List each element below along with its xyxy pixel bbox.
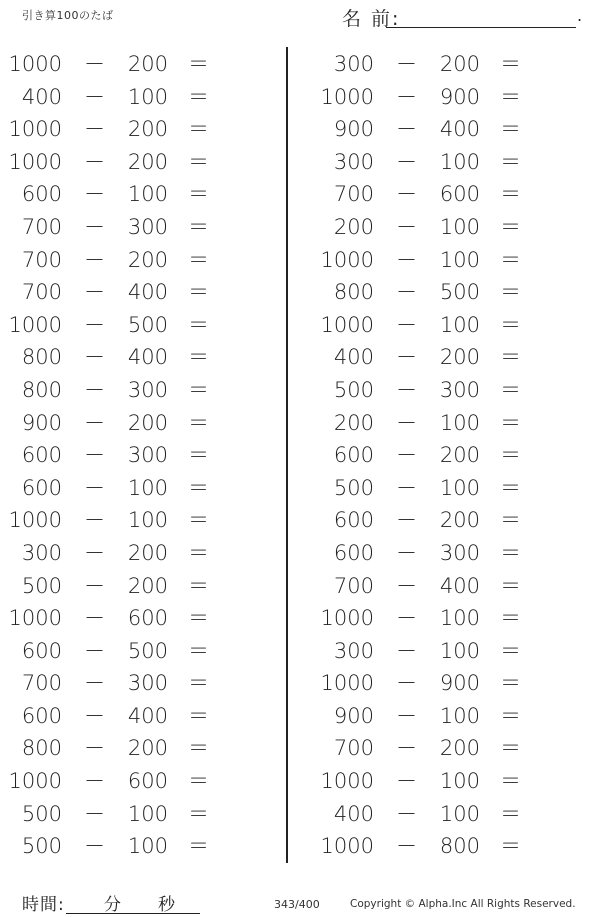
left-problem-column	[0, 48, 280, 863]
subtrahend: 200	[127, 117, 168, 142]
problem-row	[312, 830, 592, 863]
subtrahend: 200	[127, 410, 168, 435]
problem-row	[312, 765, 592, 798]
minuend: 1000	[8, 149, 62, 174]
minus-sign: －	[396, 475, 417, 500]
problem-row	[0, 178, 280, 211]
subtrahend: 300	[127, 377, 168, 402]
problem-row	[0, 635, 280, 668]
subtrahend: 400	[127, 280, 168, 305]
problem-row	[0, 439, 280, 472]
minuend: 800	[21, 377, 62, 402]
equals-sign: ＝	[500, 834, 521, 859]
name-label: 名 前:	[342, 8, 401, 30]
minuend: 600	[333, 508, 374, 533]
minuend: 800	[333, 280, 374, 305]
minuend: 1000	[8, 508, 62, 533]
minuend: 600	[333, 443, 374, 468]
problem-row	[312, 178, 592, 211]
minus-sign: －	[84, 280, 105, 305]
equals-sign: ＝	[500, 801, 521, 826]
minuend: 600	[21, 182, 62, 207]
equals-sign: ＝	[188, 84, 209, 109]
minuend: 1000	[320, 247, 374, 272]
equals-sign: ＝	[188, 280, 209, 305]
minuend: 1000	[8, 117, 62, 142]
minus-sign: －	[84, 52, 105, 76]
minus-sign: －	[84, 84, 105, 109]
subtrahend: 400	[127, 345, 168, 370]
minuend: 700	[21, 671, 62, 696]
equals-sign: ＝	[188, 671, 209, 696]
problem-row	[0, 374, 280, 407]
minus-sign: －	[84, 312, 105, 337]
subtrahend: 200	[127, 247, 168, 272]
equals-sign: ＝	[188, 606, 209, 631]
minus-sign: －	[84, 475, 105, 500]
subtrahend: 100	[439, 606, 480, 631]
equals-sign: ＝	[188, 52, 209, 76]
minus-sign: －	[396, 638, 417, 663]
equals-sign: ＝	[500, 638, 521, 663]
equals-sign: ＝	[188, 736, 209, 761]
worksheet-title: 引き算100のたば	[22, 9, 114, 22]
equals-sign: ＝	[500, 606, 521, 631]
equals-sign: ＝	[188, 703, 209, 728]
problem-row	[312, 146, 592, 179]
minuend: 600	[21, 703, 62, 728]
minus-sign: －	[84, 149, 105, 174]
minus-sign: －	[396, 214, 417, 239]
problem-row	[312, 244, 592, 277]
minuend: 600	[333, 540, 374, 565]
subtrahend: 100	[439, 703, 480, 728]
problem-row	[0, 48, 280, 81]
minus-sign: －	[84, 345, 105, 370]
problem-row	[312, 276, 592, 309]
time-underline[interactable]	[66, 913, 200, 914]
subtrahend: 100	[127, 84, 168, 109]
minuend: 900	[333, 117, 374, 142]
equals-sign: ＝	[500, 280, 521, 305]
minus-sign: －	[84, 247, 105, 272]
subtrahend: 200	[127, 540, 168, 565]
problem-row	[0, 472, 280, 505]
minuend: 600	[21, 443, 62, 468]
minuend: 500	[333, 475, 374, 500]
minus-sign: －	[396, 312, 417, 337]
minuend: 900	[333, 703, 374, 728]
problem-row	[0, 732, 280, 765]
problem-row	[0, 146, 280, 179]
equals-sign: ＝	[500, 247, 521, 272]
minus-sign: －	[84, 671, 105, 696]
subtrahend: 500	[439, 280, 480, 305]
minus-sign: －	[396, 769, 417, 794]
minus-sign: －	[84, 638, 105, 663]
copyright-notice: Copyright © Alpha.Inc All Rights Reserved.	[350, 898, 576, 910]
equals-sign: ＝	[500, 769, 521, 794]
minuend: 800	[21, 345, 62, 370]
subtrahend: 400	[127, 703, 168, 728]
subtrahend: 100	[127, 508, 168, 533]
minus-sign: －	[396, 573, 417, 598]
equals-sign: ＝	[500, 443, 521, 468]
minuend: 300	[333, 149, 374, 174]
minuend: 500	[21, 573, 62, 598]
equals-sign: ＝	[500, 84, 521, 109]
minus-sign: －	[84, 769, 105, 794]
subtrahend: 200	[127, 52, 168, 76]
minuend: 700	[21, 247, 62, 272]
time-field	[22, 890, 176, 915]
equals-sign: ＝	[500, 540, 521, 565]
equals-sign: ＝	[188, 573, 209, 598]
minus-sign: －	[396, 84, 417, 109]
subtrahend: 200	[439, 508, 480, 533]
minus-sign: －	[84, 801, 105, 826]
minus-sign: －	[396, 540, 417, 565]
minus-sign: －	[84, 736, 105, 761]
minuend: 500	[333, 377, 374, 402]
minuend: 600	[21, 475, 62, 500]
equals-sign: ＝	[188, 540, 209, 565]
problem-row	[312, 602, 592, 635]
minus-sign: －	[84, 508, 105, 533]
minuend: 400	[333, 345, 374, 370]
minuend: 300	[333, 638, 374, 663]
minuend: 600	[21, 638, 62, 663]
problem-row	[312, 341, 592, 374]
problem-row	[312, 570, 592, 603]
problem-row	[0, 830, 280, 863]
subtrahend: 200	[439, 52, 480, 76]
equals-sign: ＝	[188, 508, 209, 533]
name-underline[interactable]	[386, 27, 576, 28]
minus-sign: －	[396, 247, 417, 272]
problem-row	[0, 504, 280, 537]
subtrahend: 100	[439, 410, 480, 435]
minus-sign: －	[84, 573, 105, 598]
minuend: 1000	[8, 769, 62, 794]
subtrahend: 100	[127, 801, 168, 826]
problem-row	[0, 113, 280, 146]
subtrahend: 600	[127, 606, 168, 631]
minuend: 1000	[320, 671, 374, 696]
equals-sign: ＝	[188, 443, 209, 468]
equals-sign: ＝	[188, 769, 209, 794]
subtrahend: 300	[127, 443, 168, 468]
minus-sign: －	[396, 703, 417, 728]
minuend: 500	[21, 834, 62, 859]
subtrahend: 600	[127, 769, 168, 794]
minus-sign: －	[84, 410, 105, 435]
problem-row	[0, 537, 280, 570]
subtrahend: 300	[439, 377, 480, 402]
subtrahend: 200	[439, 443, 480, 468]
minuend: 1000	[320, 606, 374, 631]
problem-row	[312, 439, 592, 472]
minus-sign: －	[396, 443, 417, 468]
subtrahend: 100	[439, 214, 480, 239]
equals-sign: ＝	[188, 638, 209, 663]
subtrahend: 400	[439, 573, 480, 598]
minus-sign: －	[84, 703, 105, 728]
equals-sign: ＝	[500, 410, 521, 435]
problem-row	[312, 374, 592, 407]
equals-sign: ＝	[500, 117, 521, 142]
equals-sign: ＝	[500, 671, 521, 696]
problem-row	[312, 504, 592, 537]
minuend: 700	[333, 573, 374, 598]
minus-sign: －	[396, 410, 417, 435]
subtrahend: 500	[127, 638, 168, 663]
minus-sign: －	[396, 606, 417, 631]
problem-row	[312, 48, 592, 81]
equals-sign: ＝	[188, 312, 209, 337]
subtrahend: 300	[439, 540, 480, 565]
equals-sign: ＝	[188, 149, 209, 174]
problem-row	[0, 765, 280, 798]
problem-row	[0, 276, 280, 309]
subtrahend: 100	[439, 769, 480, 794]
minuend: 400	[21, 84, 62, 109]
minuend: 1000	[320, 312, 374, 337]
subtrahend: 300	[127, 214, 168, 239]
subtrahend: 200	[439, 345, 480, 370]
seconds-label: 秒	[158, 895, 176, 915]
name-dot: .	[577, 6, 583, 25]
subtrahend: 800	[439, 834, 480, 859]
equals-sign: ＝	[188, 475, 209, 500]
equals-sign: ＝	[188, 345, 209, 370]
equals-sign: ＝	[500, 182, 521, 207]
minuend: 1000	[320, 84, 374, 109]
problem-row	[312, 113, 592, 146]
time-label: 時間:	[22, 895, 65, 915]
problem-row	[312, 732, 592, 765]
column-divider	[286, 47, 288, 863]
equals-sign: ＝	[500, 377, 521, 402]
minus-sign: －	[84, 214, 105, 239]
problem-row	[0, 407, 280, 440]
equals-sign: ＝	[500, 345, 521, 370]
problem-row	[312, 700, 592, 733]
equals-sign: ＝	[188, 182, 209, 207]
minuend: 1000	[320, 834, 374, 859]
minuend: 800	[21, 736, 62, 761]
subtrahend: 100	[127, 182, 168, 207]
subtrahend: 100	[439, 801, 480, 826]
minus-sign: －	[84, 540, 105, 565]
problem-row	[0, 211, 280, 244]
problem-row	[0, 570, 280, 603]
minuend: 300	[333, 52, 374, 76]
subtrahend: 200	[439, 736, 480, 761]
subtrahend: 200	[127, 573, 168, 598]
minus-sign: －	[396, 117, 417, 142]
minuend: 700	[21, 280, 62, 305]
minus-sign: －	[396, 377, 417, 402]
equals-sign: ＝	[500, 703, 521, 728]
minus-sign: －	[396, 280, 417, 305]
problem-row	[0, 667, 280, 700]
subtrahend: 100	[127, 834, 168, 859]
minuend: 300	[21, 540, 62, 565]
minutes-label: 分	[104, 895, 122, 915]
subtrahend: 100	[439, 149, 480, 174]
equals-sign: ＝	[188, 247, 209, 272]
problem-row	[0, 81, 280, 114]
minus-sign: －	[84, 117, 105, 142]
minus-sign: －	[396, 834, 417, 859]
subtrahend: 100	[439, 312, 480, 337]
subtrahend: 200	[127, 736, 168, 761]
name-field	[342, 4, 582, 30]
minuend: 200	[333, 410, 374, 435]
subtrahend: 100	[127, 475, 168, 500]
subtrahend: 900	[439, 671, 480, 696]
equals-sign: ＝	[500, 312, 521, 337]
equals-sign: ＝	[500, 475, 521, 500]
equals-sign: ＝	[500, 736, 521, 761]
minuend: 1000	[8, 606, 62, 631]
problem-row	[312, 407, 592, 440]
problem-row	[0, 341, 280, 374]
equals-sign: ＝	[500, 508, 521, 533]
problem-row	[0, 244, 280, 277]
problem-row	[312, 667, 592, 700]
subtrahend: 500	[127, 312, 168, 337]
problem-row	[0, 309, 280, 342]
equals-sign: ＝	[500, 214, 521, 239]
minuend: 1000	[8, 312, 62, 337]
problem-row	[312, 798, 592, 831]
subtrahend: 900	[439, 84, 480, 109]
problem-row	[312, 81, 592, 114]
minus-sign: －	[396, 52, 417, 76]
equals-sign: ＝	[500, 52, 521, 76]
minus-sign: －	[396, 736, 417, 761]
equals-sign: ＝	[188, 214, 209, 239]
minuend: 1000	[320, 769, 374, 794]
problem-row	[312, 537, 592, 570]
subtrahend: 100	[439, 247, 480, 272]
minuend: 700	[21, 214, 62, 239]
equals-sign: ＝	[500, 149, 521, 174]
problem-row	[0, 700, 280, 733]
subtrahend: 400	[439, 117, 480, 142]
minuend: 200	[333, 214, 374, 239]
minus-sign: －	[396, 508, 417, 533]
subtrahend: 300	[127, 671, 168, 696]
equals-sign: ＝	[188, 801, 209, 826]
minus-sign: －	[396, 671, 417, 696]
minus-sign: －	[396, 182, 417, 207]
page-number: 343/400	[274, 898, 320, 911]
subtrahend: 200	[127, 149, 168, 174]
minuend: 900	[21, 410, 62, 435]
minuend: 500	[21, 801, 62, 826]
equals-sign: ＝	[188, 377, 209, 402]
minus-sign: －	[396, 345, 417, 370]
minus-sign: －	[84, 834, 105, 859]
problem-row	[0, 602, 280, 635]
subtrahend: 100	[439, 638, 480, 663]
minus-sign: －	[396, 149, 417, 174]
problem-row	[0, 798, 280, 831]
minuend: 400	[333, 801, 374, 826]
problem-row	[312, 635, 592, 668]
equals-sign: ＝	[188, 410, 209, 435]
equals-sign: ＝	[188, 834, 209, 859]
equals-sign: ＝	[500, 573, 521, 598]
minuend: 1000	[8, 52, 62, 76]
minus-sign: －	[396, 801, 417, 826]
minuend: 700	[333, 182, 374, 207]
minus-sign: －	[84, 182, 105, 207]
minus-sign: －	[84, 606, 105, 631]
problem-row	[312, 472, 592, 505]
minus-sign: －	[84, 377, 105, 402]
subtrahend: 600	[439, 182, 480, 207]
subtrahend: 100	[439, 475, 480, 500]
problem-row	[312, 309, 592, 342]
right-problem-column	[312, 48, 592, 863]
equals-sign: ＝	[188, 117, 209, 142]
problem-row	[312, 211, 592, 244]
minus-sign: －	[84, 443, 105, 468]
minuend: 700	[333, 736, 374, 761]
